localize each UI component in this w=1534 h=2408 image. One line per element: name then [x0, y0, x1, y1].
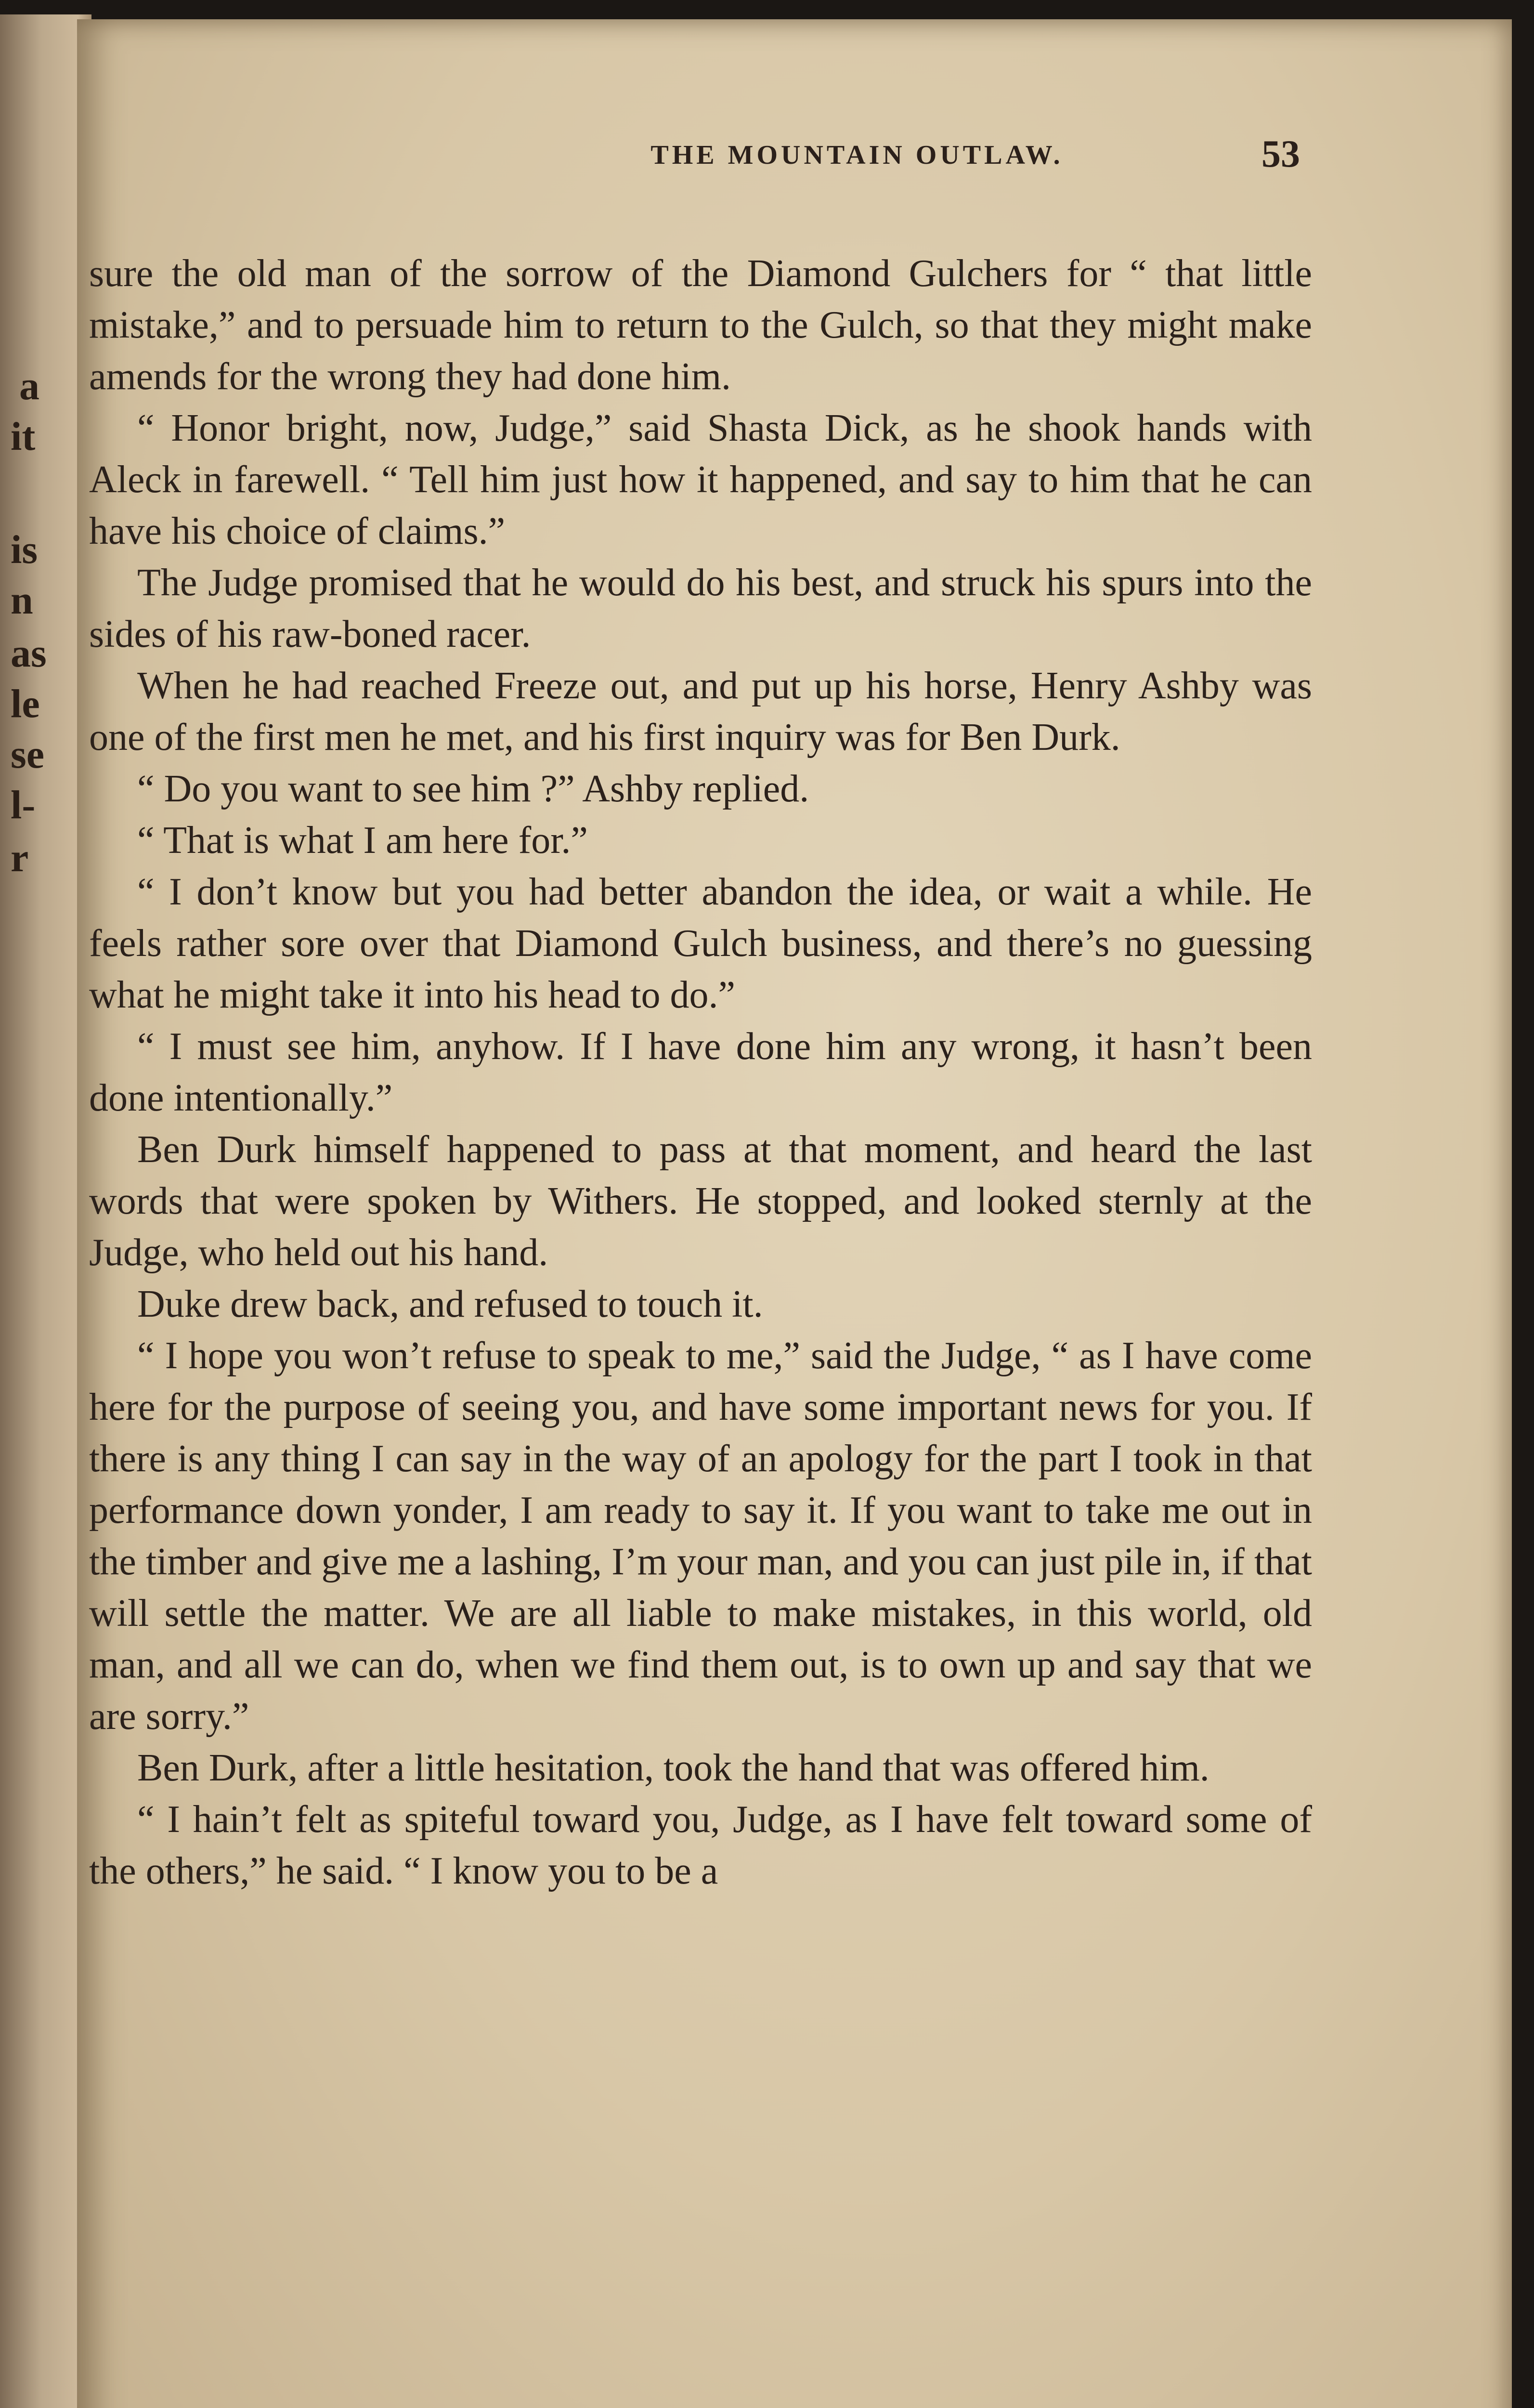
running-head: THE MOUNTAIN OUTLAW.: [650, 140, 1064, 170]
paragraph: “ I hain’t felt as spiteful toward you, Judge, as I have felt toward some of the others,” he said. “ I know you to be a: [89, 1798, 1312, 1892]
page-number: 53: [1261, 133, 1300, 175]
paragraph: Ben Durk, after a little hesitation, took the hand that was offered him.: [137, 1747, 1209, 1789]
facing-page-fragment: is: [11, 527, 38, 572]
facing-page-fragment: le: [11, 681, 40, 726]
facing-page-fragment: it: [11, 414, 36, 459]
facing-page-fragment: n: [11, 578, 33, 623]
facing-page-fragment: r: [11, 836, 29, 880]
paragraph: “ Honor bright, now, Judge,” said Shasta Dick, as he shook hands with Aleck in farewell. “ Tell him just how it happened, and say to him that he can have his choice of claims.”: [89, 407, 1312, 552]
paragraph: When he had reached Freeze out, and put up his horse, Henry Ashby was one of the first men he met, and his first inquiry was for Ben Durk.: [89, 665, 1312, 759]
paragraph: Duke drew back, and refused to touch it.: [137, 1283, 763, 1325]
facing-page-fragment: as: [11, 631, 47, 676]
paragraph: “ Do you want to see him ?” Ashby replied.: [137, 768, 809, 810]
facing-page-fragment: l-: [11, 783, 36, 827]
body-text: [89, 248, 1312, 1897]
facing-page-fragment: se: [11, 732, 44, 777]
paragraph: “ I hope you won’t refuse to speak to me,” said the Judge, “ as I have come here for the purpose of seeing you, and have some important news for you. If there is any thing I can say in the way of an apology for the part I took in that performance down yonder, I am ready to say it. If you want to take me out in the timber and give me a lashing, I’m your man, and you can just pile in, if that will settle the matter. We are all liable to make mistakes, in this world, old man, and all we can do, when we find them out, is to own up and say that we are sorry.”: [89, 1335, 1312, 1738]
paragraph: The Judge promised that he would do his best, and struck his spurs into the sides of his raw-boned racer.: [89, 562, 1312, 655]
paragraph: “ I don’t know but you had better abandon the idea, or wait a while. He feels rather sore over that Diamond Gulch business, and there’s no guessing what he might take it into his head to do.”: [89, 871, 1312, 1016]
paragraph: Ben Durk himself happened to pass at that moment, and heard the last words that were spoken by Withers. He stopped, and looked sternly at the Judge, who held out his hand.: [89, 1128, 1312, 1274]
book-page: [77, 19, 1512, 2408]
paragraph: “ That is what I am here for.”: [137, 819, 588, 862]
paragraph: “ I must see him, anyhow. If I have done him any wrong, it hasn’t been done intentionally.”: [89, 1025, 1312, 1119]
facing-page-fragment: a: [19, 364, 39, 408]
paragraph: sure the old man of the sorrow of the Diamond Gulchers for “ that little mistake,” and to persuade him to return to the Gulch, so that they might make amends for the wrong they had done him.: [89, 252, 1312, 398]
